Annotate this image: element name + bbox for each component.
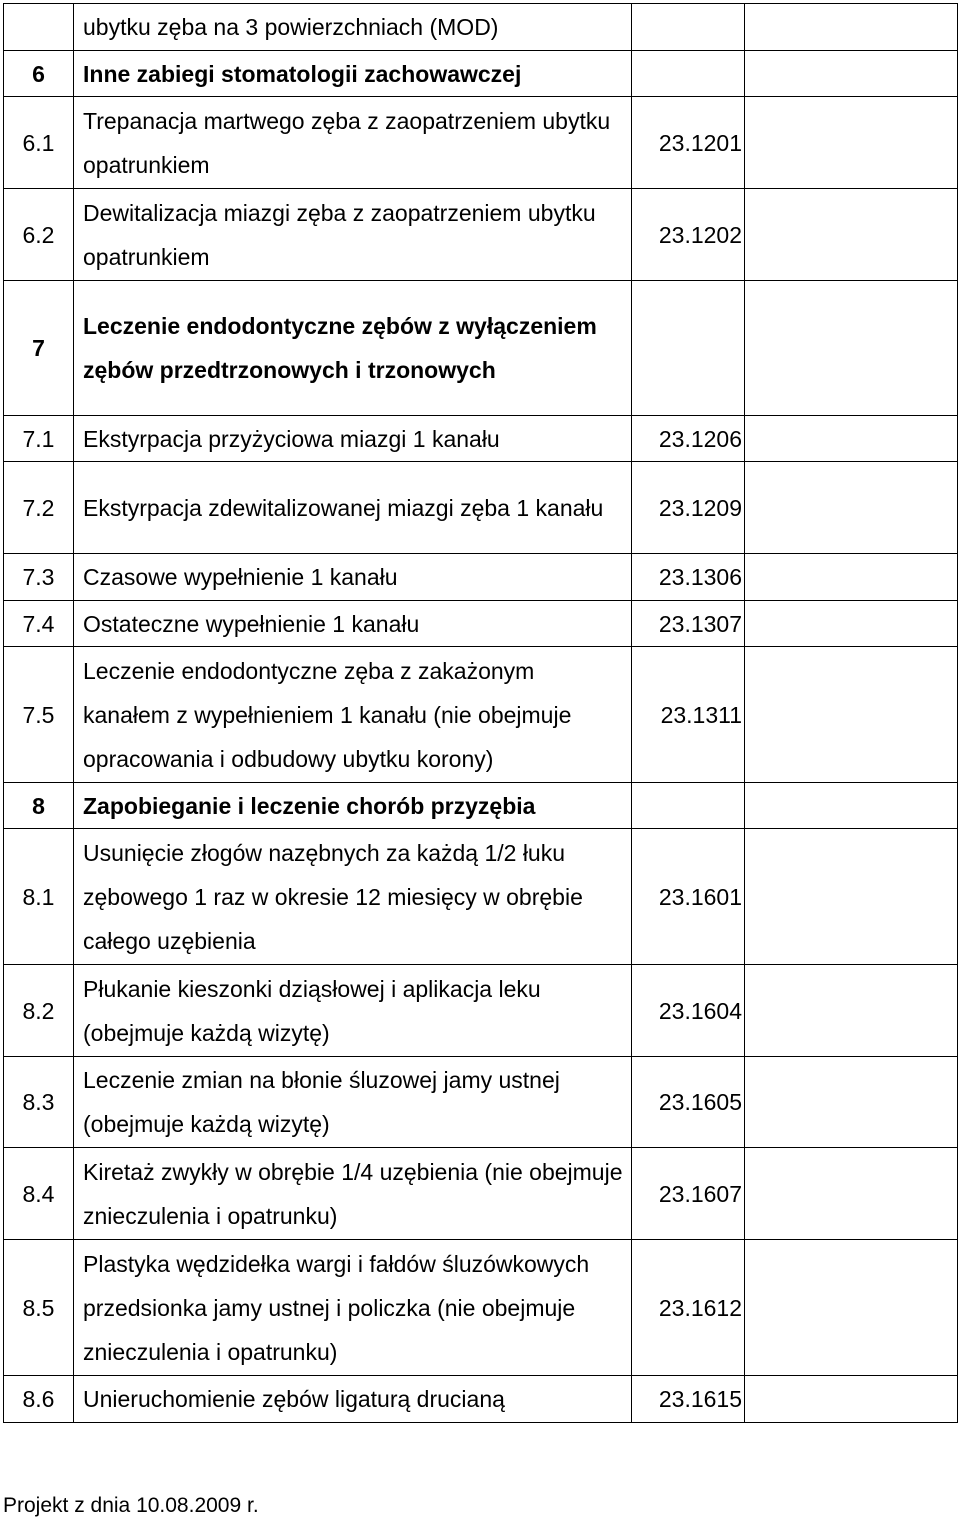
row-code bbox=[632, 51, 745, 97]
row-description: ubytku zęba na 3 powierzchniach (MOD) bbox=[74, 4, 632, 51]
row-description: Plastyka wędzidełka wargi i fałdów śluzówkowych przedsionka jamy ustnej i policzka (nie obejmuje znieczulenia i opatrunku) bbox=[74, 1240, 632, 1376]
row-code: 23.1202 bbox=[632, 189, 745, 281]
row-description: Usunięcie złogów nazębnych za każdą 1/2 łuku zębowego 1 raz w okresie 12 miesięcy w obrębie całego uzębienia bbox=[74, 829, 632, 965]
row-number: 6.2 bbox=[4, 189, 74, 281]
row-empty-cell bbox=[745, 1057, 958, 1148]
row-number: 8.3 bbox=[4, 1057, 74, 1148]
row-empty-cell bbox=[745, 462, 958, 554]
table-row bbox=[4, 1148, 958, 1240]
row-code bbox=[632, 281, 745, 416]
row-empty-cell bbox=[745, 97, 958, 189]
row-code: 23.1612 bbox=[632, 1240, 745, 1376]
row-description: Inne zabiegi stomatologii zachowawczej bbox=[74, 51, 632, 97]
row-number: 8.5 bbox=[4, 1240, 74, 1376]
table-row bbox=[4, 97, 958, 189]
row-code: 23.1601 bbox=[632, 829, 745, 965]
table-row bbox=[4, 416, 958, 462]
row-code: 23.1306 bbox=[632, 554, 745, 601]
row-number: 6 bbox=[4, 51, 74, 97]
row-empty-cell bbox=[745, 189, 958, 281]
row-description: Ostateczne wypełnienie 1 kanału bbox=[74, 601, 632, 647]
table-row bbox=[4, 783, 958, 829]
row-number: 7.1 bbox=[4, 416, 74, 462]
row-description: Czasowe wypełnienie 1 kanału bbox=[74, 554, 632, 601]
row-number: 8.2 bbox=[4, 965, 74, 1057]
row-code: 23.1604 bbox=[632, 965, 745, 1057]
procedures-table bbox=[3, 3, 958, 1423]
row-number: 8.1 bbox=[4, 829, 74, 965]
row-description: Unieruchomienie zębów ligaturą drucianą bbox=[74, 1376, 632, 1423]
table-row bbox=[4, 462, 958, 554]
table-row bbox=[4, 4, 958, 51]
row-code: 23.1605 bbox=[632, 1057, 745, 1148]
row-empty-cell bbox=[745, 51, 958, 97]
page-footer: Projekt z dnia 10.08.2009 r. bbox=[3, 1494, 259, 1517]
row-code: 23.1607 bbox=[632, 1148, 745, 1240]
table-row bbox=[4, 554, 958, 601]
row-number: 8 bbox=[4, 783, 74, 829]
row-code: 23.1206 bbox=[632, 416, 745, 462]
row-number: 7.2 bbox=[4, 462, 74, 554]
row-description: Leczenie zmian na błonie śluzowej jamy ustnej (obejmuje każdą wizytę) bbox=[74, 1057, 632, 1148]
row-code: 23.1307 bbox=[632, 601, 745, 647]
row-empty-cell bbox=[745, 4, 958, 51]
table-row bbox=[4, 1376, 958, 1423]
row-number: 7.3 bbox=[4, 554, 74, 601]
table-row bbox=[4, 281, 958, 416]
row-description: Kiretaż zwykły w obrębie 1/4 uzębienia (nie obejmuje znieczulenia i opatrunku) bbox=[74, 1148, 632, 1240]
row-code bbox=[632, 783, 745, 829]
row-code: 23.1615 bbox=[632, 1376, 745, 1423]
row-number: 7.4 bbox=[4, 601, 74, 647]
row-number bbox=[4, 4, 74, 51]
row-empty-cell bbox=[745, 554, 958, 601]
row-code: 23.1201 bbox=[632, 97, 745, 189]
table-row bbox=[4, 829, 958, 965]
row-description: Trepanacja martwego zęba z zaopatrzeniem ubytku opatrunkiem bbox=[74, 97, 632, 189]
table-row bbox=[4, 647, 958, 783]
row-code: 23.1311 bbox=[632, 647, 745, 783]
row-description: Leczenie endodontyczne zębów z wyłączeniem zębów przedtrzonowych i trzonowych bbox=[74, 281, 632, 416]
row-description: Zapobieganie i leczenie chorób przyzębia bbox=[74, 783, 632, 829]
row-empty-cell bbox=[745, 965, 958, 1057]
row-number: 8.4 bbox=[4, 1148, 74, 1240]
table-row bbox=[4, 601, 958, 647]
row-empty-cell bbox=[745, 783, 958, 829]
row-code: 23.1209 bbox=[632, 462, 745, 554]
row-description: Dewitalizacja miazgi zęba z zaopatrzeniem ubytku opatrunkiem bbox=[74, 189, 632, 281]
row-number: 6.1 bbox=[4, 97, 74, 189]
row-empty-cell bbox=[745, 1240, 958, 1376]
row-number: 7 bbox=[4, 281, 74, 416]
row-empty-cell bbox=[745, 281, 958, 416]
row-description: Leczenie endodontyczne zęba z zakażonym kanałem z wypełnieniem 1 kanału (nie obejmuje opracowania i odbudowy ubytku korony) bbox=[74, 647, 632, 783]
table-row bbox=[4, 1240, 958, 1376]
row-description: Płukanie kieszonki dziąsłowej i aplikacja leku (obejmuje każdą wizytę) bbox=[74, 965, 632, 1057]
table-row bbox=[4, 51, 958, 97]
row-empty-cell bbox=[745, 1376, 958, 1423]
row-code bbox=[632, 4, 745, 51]
row-empty-cell bbox=[745, 829, 958, 965]
table-row bbox=[4, 965, 958, 1057]
row-empty-cell bbox=[745, 416, 958, 462]
row-empty-cell bbox=[745, 601, 958, 647]
row-empty-cell bbox=[745, 1148, 958, 1240]
row-description: Ekstyrpacja przyżyciowa miazgi 1 kanału bbox=[74, 416, 632, 462]
row-description: Ekstyrpacja zdewitalizowanej miazgi zęba 1 kanału bbox=[74, 462, 632, 554]
row-number: 7.5 bbox=[4, 647, 74, 783]
table-row bbox=[4, 189, 958, 281]
table-row bbox=[4, 1057, 958, 1148]
row-number: 8.6 bbox=[4, 1376, 74, 1423]
row-empty-cell bbox=[745, 647, 958, 783]
